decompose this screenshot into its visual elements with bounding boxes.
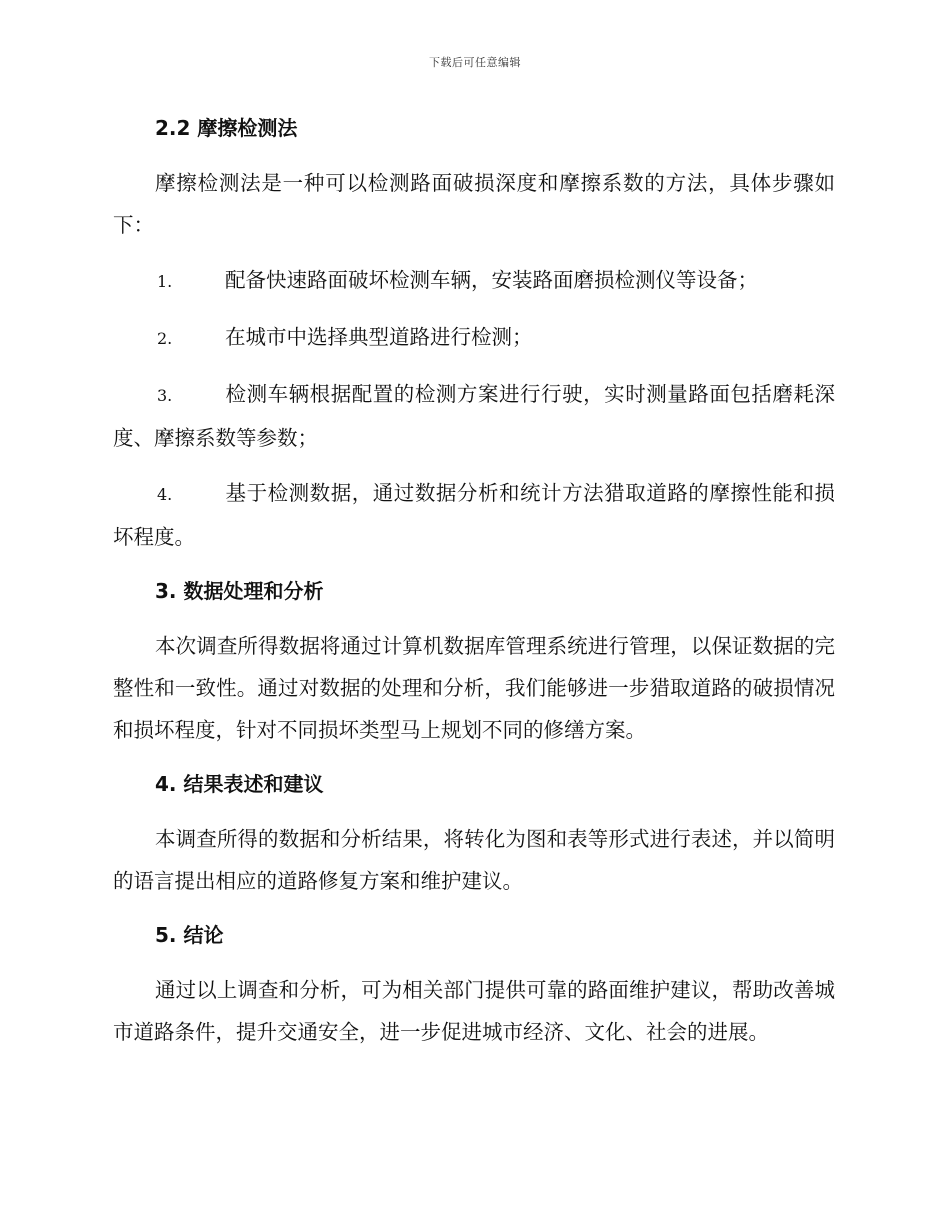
section-5-body: 通过以上调查和分析，可为相关部门提供可靠的路面维护建议，帮助改善城市道路条件，提升交通安全，进一步促进城市经济、文化、社会的进展。 <box>113 978 835 1044</box>
section-heading-5: 5. 结论 <box>155 923 224 947</box>
list-item-text: 配备快速路面破坏检测车辆，安装路面磨损检测仪等设备； <box>225 268 758 292</box>
header-note: 下载后可任意编辑 <box>429 56 521 69</box>
section-3-body: 本次调查所得数据将通过计算机数据库管理系统进行管理，以保证数据的完整性和一致性。通过对数据的处理和分析，我们能够进一步猎取道路的破损情况和损坏程度，针对不同损坏类型马上规划不同的修缮方案。 <box>113 634 835 742</box>
list-number: 4. <box>157 485 173 504</box>
list-item <box>113 316 835 360</box>
list-item <box>113 373 835 459</box>
section-2-2-intro: 摩擦检测法是一种可以检测路面破损深度和摩擦系数的方法，具体步骤如下： <box>113 171 835 237</box>
list-number: 2. <box>157 329 173 348</box>
list-item-text: 检测车辆根据配置的检测方案进行行驶，实时测量路面包括磨耗深度、摩擦系数等参数； <box>113 382 835 450</box>
section-heading-2-2: 2.2 摩擦检测法 <box>155 116 298 140</box>
section-heading-3: 3. 数据处理和分析 <box>155 579 324 603</box>
list-item-text: 基于检测数据，通过数据分析和统计方法猎取道路的摩擦性能和损坏程度。 <box>113 481 835 549</box>
section-heading-4: 4. 结果表述和建议 <box>155 772 324 796</box>
section-4-body: 本调查所得的数据和分析结果，将转化为图和表等形式进行表述，并以简明的语言提出相应的道路修复方案和维护建议。 <box>113 827 835 893</box>
list-number: 1. <box>157 272 173 291</box>
list-item-text: 在城市中选择典型道路进行检测； <box>225 325 533 349</box>
list-item <box>113 259 835 303</box>
list-number: 3. <box>157 386 173 405</box>
list-item <box>113 472 835 558</box>
document-body <box>113 108 835 1066</box>
